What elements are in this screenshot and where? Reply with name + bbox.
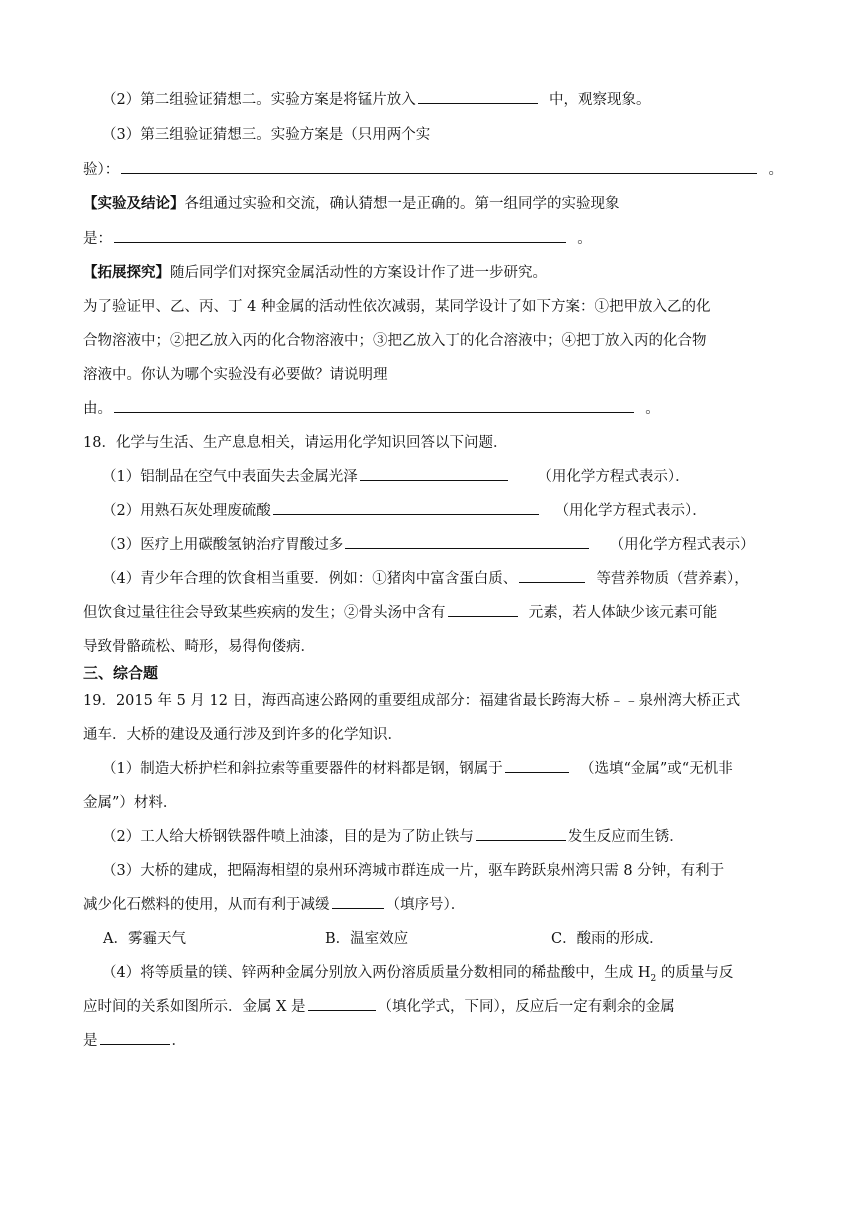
- answer-blank[interactable]: [332, 893, 384, 909]
- text: （用化学方程式表示）．: [554, 503, 707, 519]
- text: ．: [171, 1033, 186, 1049]
- text: 通车．大桥的建设及通行涉及到许多的化学知识．: [83, 727, 402, 743]
- section-label: 【拓展探究】: [83, 264, 170, 281]
- text: （3）第三组验证猜想三。实验方案是（只用两个实: [102, 127, 431, 143]
- text: 随后同学们对探究金属活动性的方案设计作了进一步研究。: [170, 265, 547, 281]
- answer-blank[interactable]: [100, 1029, 170, 1045]
- text: 。: [768, 162, 783, 178]
- text: （用化学方程式表示）: [609, 537, 755, 553]
- q17-line-3: [102, 120, 802, 150]
- text: 。: [645, 401, 660, 417]
- answer-blank[interactable]: [308, 995, 376, 1011]
- section-label: 【实验及结论】: [83, 195, 185, 212]
- text: 减少化石燃料的使用，从而有利于减缓: [83, 897, 330, 913]
- text: 是：: [83, 231, 112, 247]
- paragraph-line: [83, 326, 783, 356]
- answer-blank[interactable]: [519, 567, 585, 583]
- answer-blank[interactable]: [273, 499, 539, 515]
- q17-line-3b: [83, 155, 783, 185]
- extended-inquiry: [83, 258, 783, 288]
- q18-part-2: [102, 496, 802, 526]
- text: 但饮食过量往往会导致某些疾病的发生；②骨头汤中含有: [83, 605, 446, 621]
- answer-blank[interactable]: [505, 757, 569, 773]
- text: 为了验证甲、乙、丙、丁 4 种金属的活动性依次减弱，某同学设计了如下方案：①把甲放入乙的化: [83, 299, 711, 315]
- q17-line-2: [102, 85, 802, 115]
- text: （填序号）．: [385, 897, 466, 913]
- answer-blank[interactable]: [114, 227, 566, 243]
- text: （填化学式，下同），反应后一定有剩余的金属: [377, 999, 675, 1015]
- text: 应时间的关系如图所示．金属 X 是: [83, 999, 306, 1015]
- text: （3）大桥的建成，把隔海相望的泉州环湾城市群连成一片，驱车跨跃泉州湾只需 8 分钟，有利于: [102, 863, 725, 879]
- paragraph-line: [83, 394, 783, 424]
- text: （用化学方程式表示）．: [537, 469, 690, 485]
- text: 各组通过实验和交流，确认猜想一是正确的。第一组同学的实验现象: [184, 196, 620, 212]
- paragraph-line: [83, 292, 783, 322]
- text: 合物溶液中；②把乙放入丙的化合物溶液中；③把乙放入丁的化合溶液中；④把丁放入丙的化合物: [83, 333, 707, 349]
- text: 由。: [83, 401, 112, 417]
- answer-blank[interactable]: [418, 88, 538, 104]
- text: 导致骨骼疏松、畸形，易得佝偻病．: [83, 639, 315, 655]
- subscript: 2: [650, 973, 657, 984]
- experiment-conclusion: [83, 189, 783, 219]
- q19-part-3: [102, 856, 802, 886]
- question-19-b: [83, 720, 783, 750]
- experiment-conclusion-2: [83, 224, 783, 254]
- q19-part-3b: [83, 890, 783, 920]
- text: 验）：: [83, 162, 120, 178]
- text: 。: [577, 231, 592, 247]
- q19-part-4b: [83, 992, 783, 1022]
- q19-part-2: [102, 822, 802, 852]
- answer-blank[interactable]: [121, 158, 757, 174]
- q19-part-4: [102, 958, 802, 988]
- section-heading: [83, 658, 783, 688]
- q18-part-4: [102, 564, 802, 594]
- text: 溶液中。你认为哪个实验没有必要做？请说明理: [83, 367, 388, 383]
- text: 元素，若人体缺少该元素可能: [528, 605, 718, 621]
- answer-blank[interactable]: [114, 397, 634, 413]
- text: 金属”）材料．: [83, 795, 178, 811]
- option-a[interactable]: A．雾霾天气: [103, 931, 186, 947]
- text: （1）制造大桥护栏和斜拉索等重要器件的材料都是钢，钢属于: [102, 761, 503, 777]
- text: 是: [83, 1033, 98, 1049]
- q19-part-1: [102, 754, 802, 784]
- option-c[interactable]: C．酸雨的形成．: [551, 931, 664, 947]
- text: （4）将等质量的镁、锌两种金属分别放入两份溶质质量分数相同的稀盐酸中，生成 H: [102, 965, 651, 981]
- section-title: 三、综合题: [83, 664, 159, 682]
- question-text: 18．化学与生活、生产息息相关，请运用化学知识回答以下问题．: [83, 435, 508, 451]
- text: （选填“金属”或“无机非: [579, 761, 733, 777]
- option-b[interactable]: B．温室效应: [325, 931, 409, 947]
- text: （1）铝制品在空气中表面失去金属光泽: [102, 469, 358, 485]
- q18-part-1: [102, 462, 802, 492]
- text: （4）青少年合理的饮食相当重要．例如：①猪肉中富含蛋白质、: [102, 571, 518, 587]
- answer-blank[interactable]: [345, 533, 589, 549]
- question-19: [83, 686, 783, 716]
- answer-blank[interactable]: [360, 465, 508, 481]
- answer-blank[interactable]: [476, 825, 566, 841]
- text: 中，观察现象。: [548, 92, 651, 108]
- text: 发生反应而生锈．: [567, 829, 684, 845]
- text: （3）医疗上用碳酸氢钠治疗胃酸过多: [102, 537, 344, 553]
- q19-part-4c: [83, 1026, 783, 1056]
- paragraph-line: [83, 360, 783, 390]
- text: （2）工人给大桥钢铁器件喷上油漆，目的是为了防止铁与: [102, 829, 474, 845]
- text: 等营养物质（营养素），: [596, 571, 749, 587]
- q18-part-4b: [83, 598, 783, 628]
- text: （2）用熟石灰处理废硫酸: [102, 503, 271, 519]
- q18-part-3: [102, 530, 802, 560]
- options-row: [83, 924, 783, 954]
- text: 的质量与反: [660, 965, 734, 981]
- q19-part-1b: [83, 788, 783, 818]
- text: （2）第二组验证猜想二。实验方案是将锰片放入: [102, 92, 416, 108]
- question-18: [83, 428, 783, 458]
- answer-blank[interactable]: [448, 601, 518, 617]
- question-text: 19．2015 年 5 月 12 日，海西高速公路网的重要组成部分：福建省最长跨海大桥﹣﹣泉州湾大桥正式: [83, 693, 741, 709]
